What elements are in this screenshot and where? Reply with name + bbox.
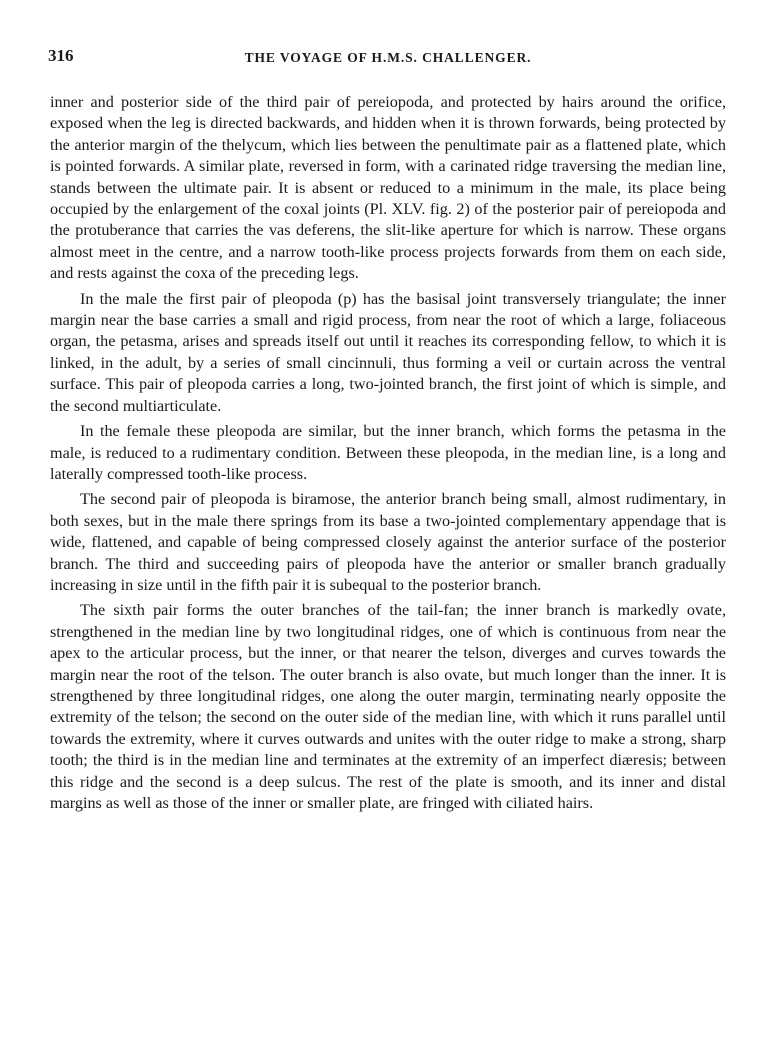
- paragraph-second-pair-pleopoda: The second pair of pleopoda is biramose, the anterior branch being small, almost rudimentary, in both sexes, but in the male there springs from its base a two-jointed complementary appendage that is wide, flattened, and capable of being compressed closely against the anterior surface of the posterior branch. The third and succeeding pairs of pleopoda have the anterior or smaller branch gradually increasing in size until in the fifth pair it is subequal to the posterior branch.: [50, 490, 726, 594]
- paragraph-sixth-pair-tail-fan: The sixth pair forms the outer branches of the tail-fan; the inner branch is markedly ovate, strengthened in the median line by two longitudinal ridges, one of which is continuous from near the apex to the articular process, but the inner, or that nearer the telson, diverges and curves towards the margin near the root of the telson. The outer branch is also ovate, but much longer than the inner. It is strengthened by three longitudinal ridges, one along the outer margin, terminating nearly opposite the extremity of the telson; the second on the outer side of the median line, with which it runs parallel until towards the extremity, where it curves outwards and unites with the outer ridge to make a strong, sharp tooth; the third is in the median line and terminates at the extremity of an imperfect diæresis; between this ridge and the second is a deep sulcus. The rest of the plate is smooth, and its inner and distal margins as well as those of the inner or smaller plate, are fringed with ciliated hairs.: [50, 601, 726, 812]
- paragraph-continuation: inner and posterior side of the third pair of pereiopoda, and protected by hairs around the orifice, exposed when the leg is directed backwards, and hidden when it is thrown forwards, being protected by the anterior margin of the thelycum, which lies between the penultimate pair as a flattened plate, which is pointed forwards. A similar plate, reversed in form, with a carinated ridge traversing the median line, stands between the ultimate pair. It is absent or reduced to a minimum in the male, its place being occupied by the enlargement of the coxal joints (Pl. XLV. fig. 2) of the posterior pair of pereiopoda and the protuberance that carries the vas deferens, the slit-like aperture for which is narrow. These organs almost meet in the centre, and a narrow tooth-like process projects forwards from them on each side, and rests against the coxa of the preceding legs.: [50, 93, 726, 283]
- paragraph-female-pleopoda: In the female these pleopoda are similar, but the inner branch, which forms the petasma in the male, is reduced to a rudimentary condition. Between these pleopoda, in the median line, is a long and laterally compressed tooth-like process.: [50, 422, 726, 483]
- body-text: [50, 92, 726, 818]
- page-number: 316: [48, 46, 74, 65]
- paragraph-male-first-pleopoda: In the male the first pair of pleopoda (p) has the basisal joint transversely triangulate; the inner margin near the base carries a small and rigid process, from near the root of which a large, foliaceous organ, the petasma, arises and spreads itself out until it reaches its corresponding fellow, to which it is linked, in the adult, by a series of small cincinnuli, thus forming a veil or curtain across the ventral surface. This pair of pleopoda carries a long, two-jointed branch, the first joint of which is simple, and the second multiarticulate.: [50, 289, 726, 415]
- running-head: [48, 46, 728, 70]
- running-title: THE VOYAGE OF H.M.S. CHALLENGER.: [244, 50, 532, 65]
